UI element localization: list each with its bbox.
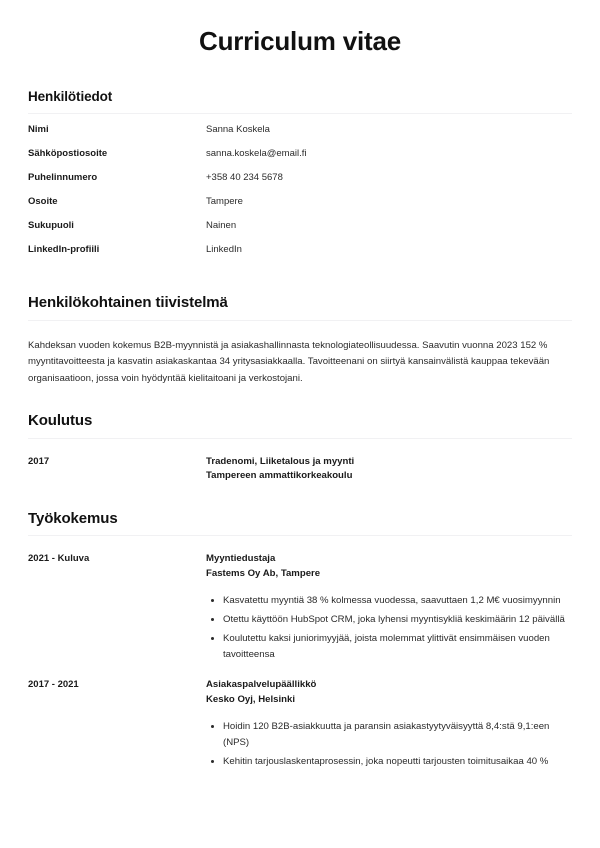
education-institution: Tampereen ammattikorkeakoulu bbox=[206, 470, 353, 482]
info-label: Puhelinnumero bbox=[28, 171, 98, 183]
summary-text: Kahdeksan vuoden kokemus B2B-myynnistä ja asiakashallinnasta teknologiateollisuudessa. Saavutin vuonna 2023 152 % myyntitavoitteesta ja kasvatin asiakaskantaa 34 yritysasiakkaalla. Tavoitteenani on siirtyä kansainvälistä kauppaa tekevään organisaatioon, jossa voin hyödyntää kielitaitoani ja verkostojani. bbox=[28, 339, 550, 384]
info-label: Nimi bbox=[28, 123, 49, 135]
experience-period: 2017 - 2021 bbox=[28, 679, 79, 691]
section-divider bbox=[28, 113, 572, 114]
experience-role: Asiakaspalvelupäällikkö bbox=[206, 679, 317, 691]
info-label: Osoite bbox=[28, 195, 58, 207]
info-value-linkedin[interactable]: LinkedIn bbox=[206, 243, 242, 255]
info-value: Nainen bbox=[206, 219, 237, 231]
experience-achievements bbox=[206, 593, 572, 662]
education-body bbox=[206, 455, 572, 484]
table-row bbox=[28, 196, 572, 220]
section-divider bbox=[28, 320, 572, 321]
experience-employer: Kesko Oyj, Helsinki bbox=[206, 693, 296, 705]
section-heading-experience: Työkokemus bbox=[28, 509, 118, 527]
table-row bbox=[28, 244, 572, 268]
achievement-item: Kehitin tarjouslaskentaprosessin, joka nopeutti tarjousten toimitusaikaa 40 % bbox=[223, 754, 572, 770]
list-item bbox=[28, 552, 572, 662]
experience-employer: Fastems Oy Ab, Tampere bbox=[206, 567, 321, 579]
list-item bbox=[28, 678, 572, 769]
info-value: Sanna Koskela bbox=[206, 123, 270, 135]
experience-body bbox=[206, 678, 572, 769]
section-summary bbox=[28, 294, 572, 387]
experience-achievements bbox=[206, 719, 572, 769]
achievement-item: Hoidin 120 B2B-asiakkuutta ja paransin asiakastyytyväisyyttä 8,4:stä 9,1:een (NPS) bbox=[223, 719, 572, 751]
table-row bbox=[28, 124, 572, 148]
experience-role: Myyntiedustaja bbox=[206, 553, 276, 565]
achievement-item: Kasvatettu myyntiä 38 % kolmessa vuodessa, saavuttaen 1,2 M€ vuosimyynnin bbox=[223, 593, 572, 609]
page-title: Curriculum vitae bbox=[199, 26, 401, 56]
section-heading-personal-info: Henkilötiedot bbox=[28, 88, 113, 104]
section-divider bbox=[28, 438, 572, 439]
section-divider bbox=[28, 535, 572, 536]
education-degree: Tradenomi, Liiketalous ja myynti bbox=[206, 455, 355, 467]
section-personal-info bbox=[28, 89, 572, 268]
section-heading-summary: Henkilökohtainen tiivistelmä bbox=[28, 293, 228, 311]
list-item bbox=[28, 455, 572, 484]
info-value: sanna.koskela@email.fi bbox=[206, 147, 307, 159]
achievement-item: Otettu käyttöön HubSpot CRM, joka lyhensi myyntisykliä keskimäärin 12 päivällä bbox=[223, 612, 572, 628]
table-row bbox=[28, 220, 572, 244]
info-label: Sähköpostiosoite bbox=[28, 147, 108, 159]
section-heading-education: Koulutus bbox=[28, 412, 93, 430]
section-education bbox=[28, 412, 572, 484]
table-row bbox=[28, 172, 572, 196]
table-row bbox=[28, 148, 572, 172]
education-period: 2017 bbox=[28, 455, 50, 467]
achievement-item: Koulutettu kaksi juniorimyyjää, joista molemmat ylittivät ensimmäisen vuoden tavoitteensa bbox=[223, 631, 572, 663]
section-experience bbox=[28, 510, 572, 770]
info-value: +358 40 234 5678 bbox=[206, 171, 283, 183]
experience-period: 2021 - Kuluva bbox=[28, 553, 90, 565]
info-value: Tampere bbox=[206, 195, 243, 207]
personal-info-rows bbox=[28, 124, 572, 268]
info-label: Sukupuoli bbox=[28, 219, 74, 231]
personal-info-table bbox=[28, 124, 572, 268]
experience-body bbox=[206, 552, 572, 662]
info-label: LinkedIn-profiili bbox=[28, 243, 100, 255]
